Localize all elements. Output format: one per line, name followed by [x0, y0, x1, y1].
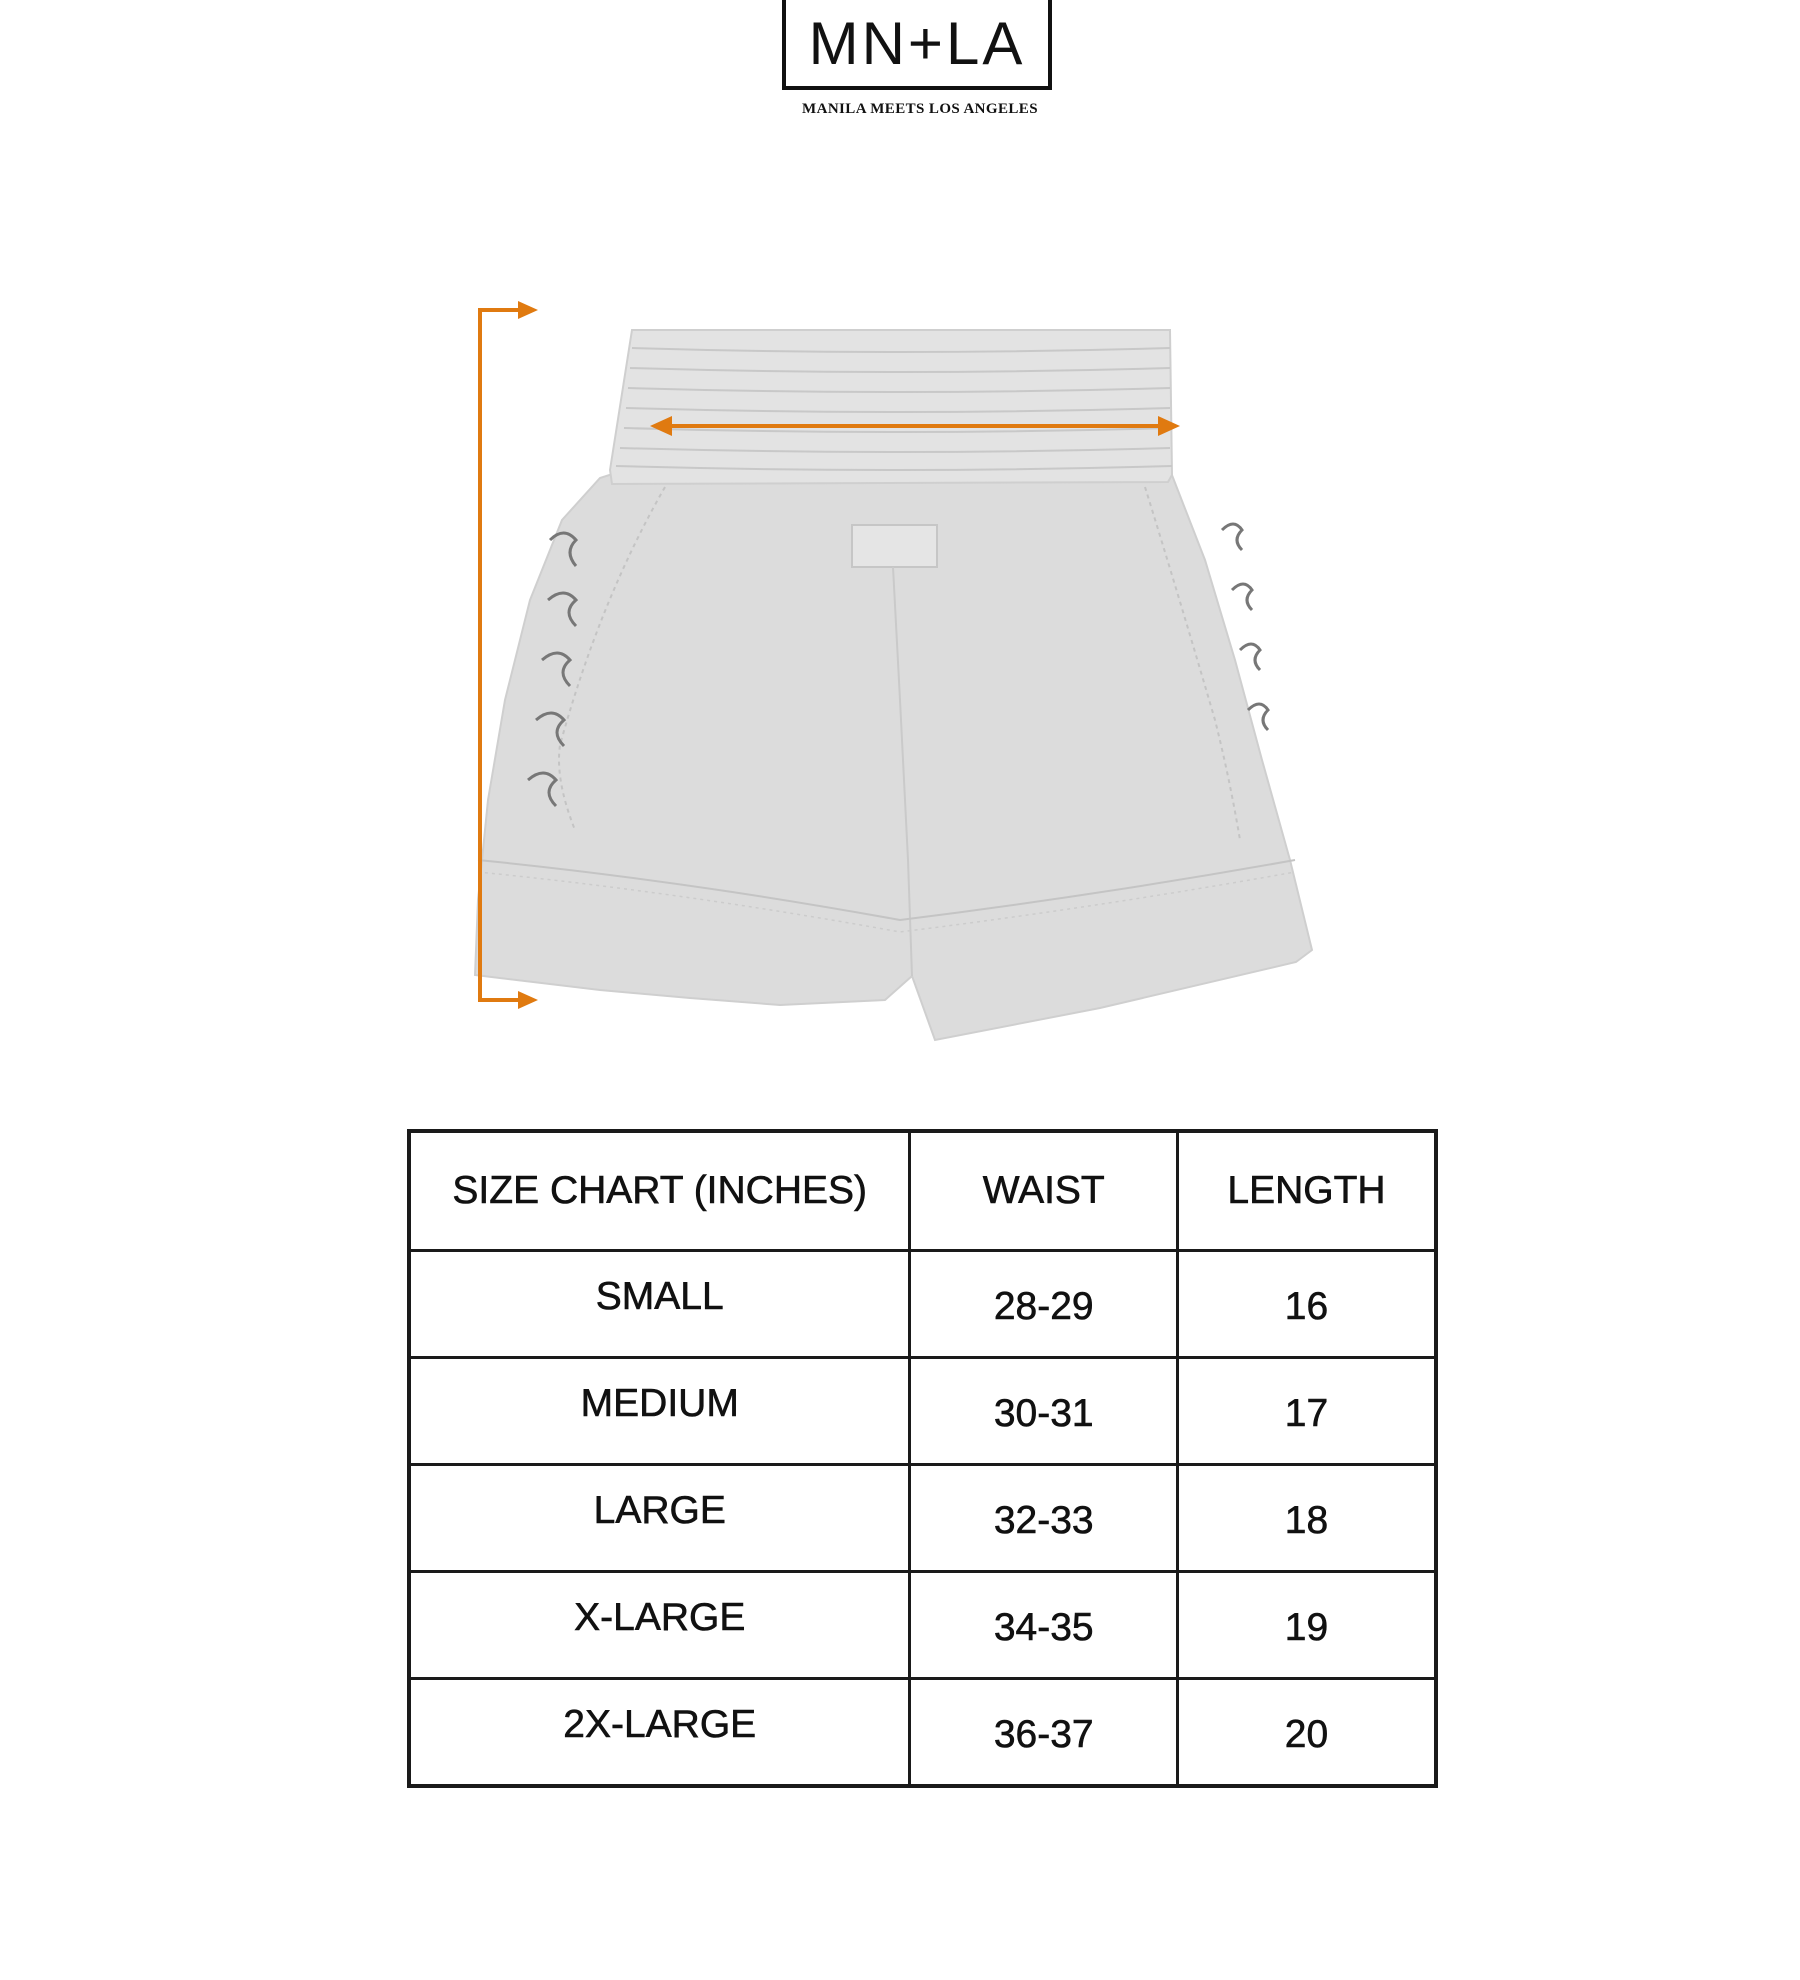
- brand-tagline: MANILA MEETS LOS ANGELES: [802, 101, 1038, 117]
- logo-text: MN+LA: [808, 10, 1026, 77]
- waist-value: 36-37: [910, 1679, 1178, 1787]
- table-row: [409, 1679, 1436, 1787]
- size-label: SMALL: [409, 1251, 910, 1358]
- size-label: MEDIUM: [409, 1358, 910, 1465]
- header-size-chart: SIZE CHART (INCHES): [409, 1131, 910, 1251]
- table-row: [409, 1572, 1436, 1679]
- header-length: LENGTH: [1177, 1131, 1436, 1251]
- length-value: 17: [1177, 1358, 1436, 1465]
- length-value: 16: [1177, 1251, 1436, 1358]
- length-value: 20: [1177, 1679, 1436, 1787]
- size-label: 2X-LARGE: [409, 1679, 910, 1787]
- waist-value: 30-31: [910, 1358, 1178, 1465]
- table-row: [409, 1251, 1436, 1358]
- waist-value: 28-29: [910, 1251, 1178, 1358]
- length-value: 19: [1177, 1572, 1436, 1679]
- size-chart-table: [407, 1129, 1438, 1788]
- header-waist: WAIST: [910, 1131, 1178, 1251]
- waist-value: 34-35: [910, 1572, 1178, 1679]
- table-header-row: [409, 1131, 1436, 1251]
- size-label: LARGE: [409, 1465, 910, 1572]
- table-row: [409, 1465, 1436, 1572]
- table-row: [409, 1358, 1436, 1465]
- shorts-icon: [475, 330, 1312, 1040]
- length-value: 18: [1177, 1465, 1436, 1572]
- size-label: X-LARGE: [409, 1572, 910, 1679]
- waist-value: 32-33: [910, 1465, 1178, 1572]
